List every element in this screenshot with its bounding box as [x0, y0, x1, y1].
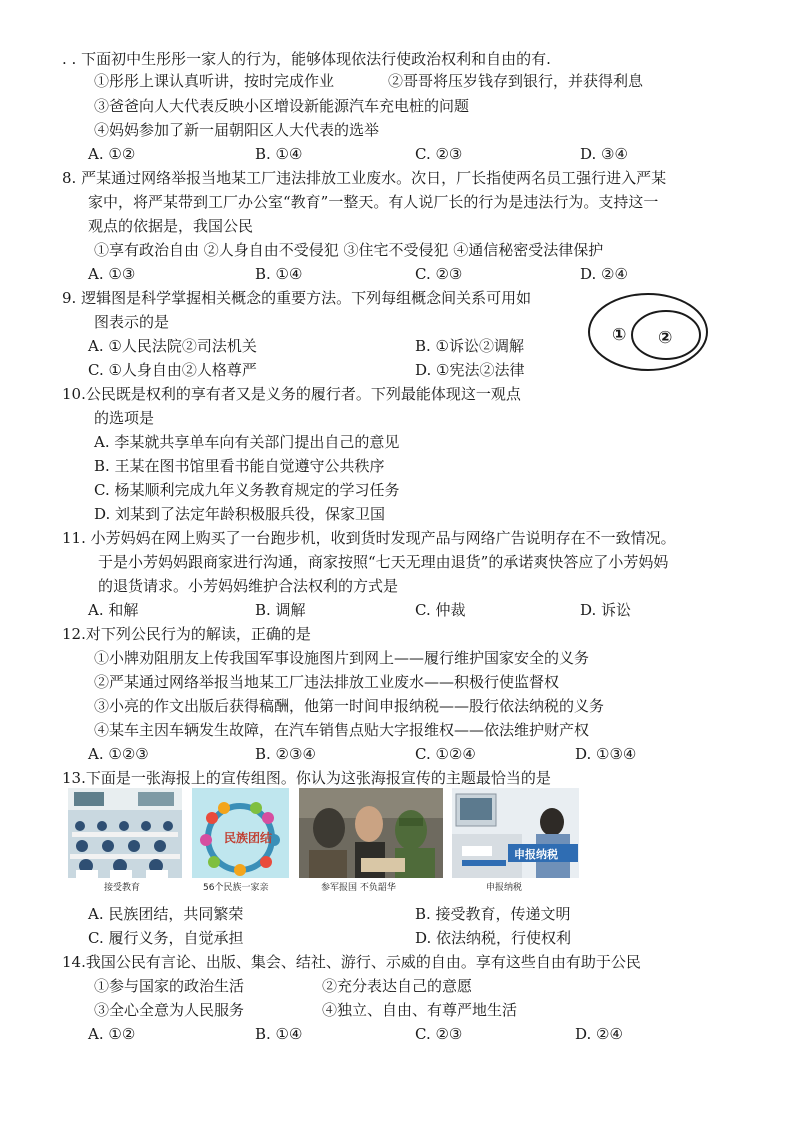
q12-option-c: C. ①②④: [415, 745, 476, 763]
q11-line-3: 的退货请求。小芳妈妈维护合法权利的方式是: [98, 577, 399, 595]
q14-option-b: B. ①④: [255, 1025, 303, 1043]
q14-item-4: ④独立、自由、有尊严地生活: [322, 1001, 518, 1019]
q11-line-1: 11. 小芳妈妈在网上购买了一台跑步机，收到货时发现产品与网络广告说明存在不一致情况。: [62, 529, 676, 547]
q7-item-4: ④妈妈参加了新一届朝阳区人大代表的选举: [94, 121, 380, 139]
q14-item-1: ①参与国家的政治生活: [94, 977, 245, 995]
q8-items: ①享有政治自由 ②人身自由不受侵犯 ③住宅不受侵犯 ④通信秘密受法律保护: [94, 241, 604, 259]
classroom-photo: [68, 788, 182, 878]
q7-item-2: ②哥哥将压岁钱存到银行，并获得利息: [388, 72, 644, 90]
venn-outer-set: [589, 294, 707, 370]
q9-line-2: 图表示的是: [94, 313, 170, 331]
q9-option-a: A. ①人民法院②司法机关: [88, 337, 257, 355]
q10-line-2: 的选项是: [94, 409, 155, 427]
q10-option-b: B. 王某在图书馆里看书能自觉遵守公共秩序: [94, 457, 385, 475]
q10-option-c: C. 杨某顺利完成九年义务教育规定的学习任务: [94, 481, 400, 499]
enlistment-photo: [299, 788, 443, 878]
venn-inner-label: ②: [658, 328, 673, 348]
caption-education: 接受教育: [104, 883, 141, 893]
q12-item-1: ①小牌劝阻朋友上传我国军事设施图片到网上——履行维护国家安全的义务: [94, 649, 590, 667]
q12-stem: 12.对下列公民行为的解读，正确的是: [62, 625, 311, 643]
q14-option-d: D. ②④: [575, 1025, 623, 1043]
tax-office-photo: [452, 788, 579, 878]
poster-title: 民族团结: [224, 831, 273, 845]
q7-option-c: C. ②③: [415, 145, 463, 163]
q11-option-a: A. 和解: [88, 601, 139, 619]
q12-option-b: B. ②③④: [255, 745, 316, 763]
q12-item-3: ③小亮的作文出版后获得稿酬，他第一时间申报纳税——股行依法纳税的义务: [94, 697, 605, 715]
q13-stem: 13.下面是一张海报上的宣传组图。你认为这张海报宣传的主题最恰当的是: [62, 769, 551, 787]
q7-option-a: A. ①②: [88, 145, 136, 163]
q10-line-1: 10.公民既是权利的享有者又是义务的履行者。下列最能体现这一观点: [62, 385, 521, 403]
q12-option-a: A. ①②③: [88, 745, 149, 763]
q13-option-a: A. 民族团结，共同繁荣: [88, 905, 244, 923]
venn-outer-label: ①: [612, 325, 627, 345]
q7-item-3: ③爸爸向人大代表反映小区增设新能源汽车充电桩的问题: [94, 97, 470, 115]
q9-line-1: 9. 逻辑图是科学掌握相关概念的重要方法。下列每组概念间关系可用如: [62, 289, 532, 307]
q14-option-c: C. ②③: [415, 1025, 463, 1043]
q12-option-d: D. ①③④: [575, 745, 637, 763]
q12-item-2: ②严某通过网络举报当地某工厂违法排放工业废水——积极行使监督权: [94, 673, 560, 691]
q7-option-b: B. ①④: [255, 145, 303, 163]
q11-option-b: B. 调解: [255, 601, 306, 619]
q12-item-4: ④某车主因车辆发生故障，在汽车销售点贴大字报维权——依法维护财产权: [94, 721, 590, 739]
q9-option-b: B. ①诉讼②调解: [415, 337, 525, 355]
q11-option-d: D. 诉讼: [580, 601, 632, 619]
q7-stem: . . 下面初中生彤彤一家人的行为，能够体现依法行使政治权利和自由的有.: [62, 50, 551, 68]
q7-item-1: ①彤彤上课认真听讲，按时完成作业: [94, 72, 335, 90]
venn-diagram: [586, 290, 712, 374]
q13-option-d: D. 依法纳税，行使权利: [415, 929, 572, 947]
q8-line-3: 观点的依据是，我国公民: [88, 217, 254, 235]
ethnic-unity-poster: [192, 788, 289, 878]
q9-option-c: C. ①人身自由②人格尊严: [88, 361, 257, 379]
q14-item-2: ②充分表达自己的意愿: [322, 977, 473, 995]
q10-option-a: A. 李某就共享单车向有关部门提出自己的意见: [94, 433, 400, 451]
q11-option-c: C. 仲裁: [415, 601, 466, 619]
q9-option-d: D. ①宪法②法律: [415, 361, 525, 379]
tax-sign-text: 申报纳税: [514, 848, 558, 861]
q8-option-a: A. ①③: [88, 265, 136, 283]
q7-option-d: D. ③④: [580, 145, 628, 163]
caption-tax: 申报纳税: [486, 883, 523, 893]
q8-option-b: B. ①④: [255, 265, 303, 283]
q8-line-2: 家中，将严某带到工厂办公室“教育”一整天。有人说厂长的行为是违法行为。支持这一: [88, 193, 659, 211]
q8-option-d: D. ②④: [580, 265, 628, 283]
q13-option-b: B. 接受教育，传递文明: [415, 905, 571, 923]
q14-item-3: ③全心全意为人民服务: [94, 1001, 245, 1019]
caption-enlistment: 参军报国 不负韶华: [321, 883, 396, 893]
q10-option-d: D. 刘某到了法定年龄积极服兵役，保家卫国: [94, 505, 386, 523]
q8-option-c: C. ②③: [415, 265, 463, 283]
q11-line-2: 于是小芳妈妈跟商家进行沟通，商家按照“七天无理由退货”的承诺爽快答应了小芳妈妈: [98, 553, 669, 571]
caption-ethnic-unity: 56个民族一家亲: [203, 883, 269, 893]
q14-option-a: A. ①②: [88, 1025, 136, 1043]
q8-line-1: 8. 严某通过网络举报当地某工厂违法排放工业废水。次日，厂长指使两名员工强行进入严某: [62, 169, 667, 187]
q14-stem: 14.我国公民有言论、出版、集会、结社、游行、示威的自由。享有这些自由有助于公民: [62, 953, 641, 971]
q13-option-c: C. 履行义务，自觉承担: [88, 929, 244, 947]
